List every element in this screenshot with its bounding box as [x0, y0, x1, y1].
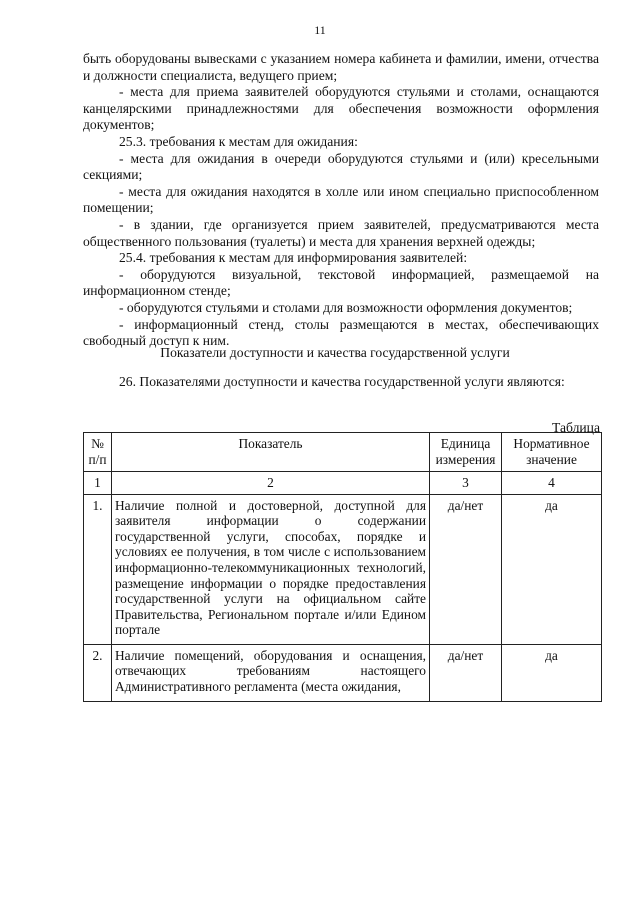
paragraph: - оборудуются визуальной, текстовой информацией, размещаемой на информационном стенде;	[83, 266, 599, 299]
paragraph: - информационный стенд, столы размещаются в местах, обеспечивающих свободный доступ к ним.	[83, 316, 599, 349]
paragraph: - места для ожидания находятся в холле или ином специально приспособленном помещении;	[83, 183, 599, 216]
header-indicator: Показатель	[112, 433, 430, 472]
table-row	[84, 494, 602, 644]
header-normative: Нормативное значение	[502, 433, 602, 472]
column-number: 3	[430, 472, 502, 495]
paragraph-26: 26. Показателями доступности и качества государственной услуги являются:	[119, 374, 565, 389]
table-caption: Таблица	[552, 420, 600, 435]
body-text	[83, 51, 599, 350]
header-unit: Единица измерения	[430, 433, 502, 472]
column-number: 1	[84, 472, 112, 495]
paragraph: - места для приема заявителей оборудуются стульями и столами, оснащаются канцелярскими принадлежностями для обеспечения возможности оформления документов;	[83, 84, 599, 133]
paragraph: 25.4. требования к местам для информирования заявителей:	[119, 250, 468, 266]
page-number: 11	[314, 23, 326, 37]
column-number: 4	[502, 472, 602, 495]
paragraph: - оборудуются стульями и столами для возможности оформления документов;	[119, 299, 573, 315]
table-row	[84, 644, 602, 701]
paragraph: - места для ожидания в очереди оборудуются стульями и (или) кресельными секциями;	[83, 150, 599, 183]
row-normative: да	[502, 644, 602, 701]
column-number-row	[84, 472, 602, 495]
row-index: 2.	[84, 644, 112, 701]
section-heading: Показатели доступности и качества государственной услуги	[160, 345, 510, 360]
row-indicator: Наличие полной и достоверной, доступной для заявителя информации о содержании государственной услуги, способах, порядке и условиях ее получения, в том числе с использованием информационно-телекоммуникационных технологий, размещение информации о порядке предоставления государственной услуги на официальном сайте Правительства, Региональном портале и/или Едином портале	[112, 494, 430, 644]
column-number: 2	[112, 472, 430, 495]
paragraph: быть оборудованы вывесками с указанием номера кабинета и фамилии, имени, отчества и должности специалиста, ведущего прием;	[83, 51, 599, 83]
header-number: № п/п	[84, 433, 112, 472]
row-indicator: Наличие помещений, оборудования и оснащения, отвечающих требованиям настоящего Административного регламента (места ожидания,	[112, 644, 430, 701]
paragraph: 25.3. требования к местам для ожидания:	[119, 133, 358, 149]
row-index: 1.	[84, 494, 112, 644]
indicators-table	[83, 432, 602, 702]
table-header-row	[84, 433, 602, 472]
paragraph: - в здании, где организуется прием заявителей, предусматриваются места общественного пользования (туалеты) и места для хранения верхней одежды;	[83, 216, 599, 249]
row-normative: да	[502, 494, 602, 644]
row-unit: да/нет	[430, 644, 502, 701]
row-unit: да/нет	[430, 494, 502, 644]
